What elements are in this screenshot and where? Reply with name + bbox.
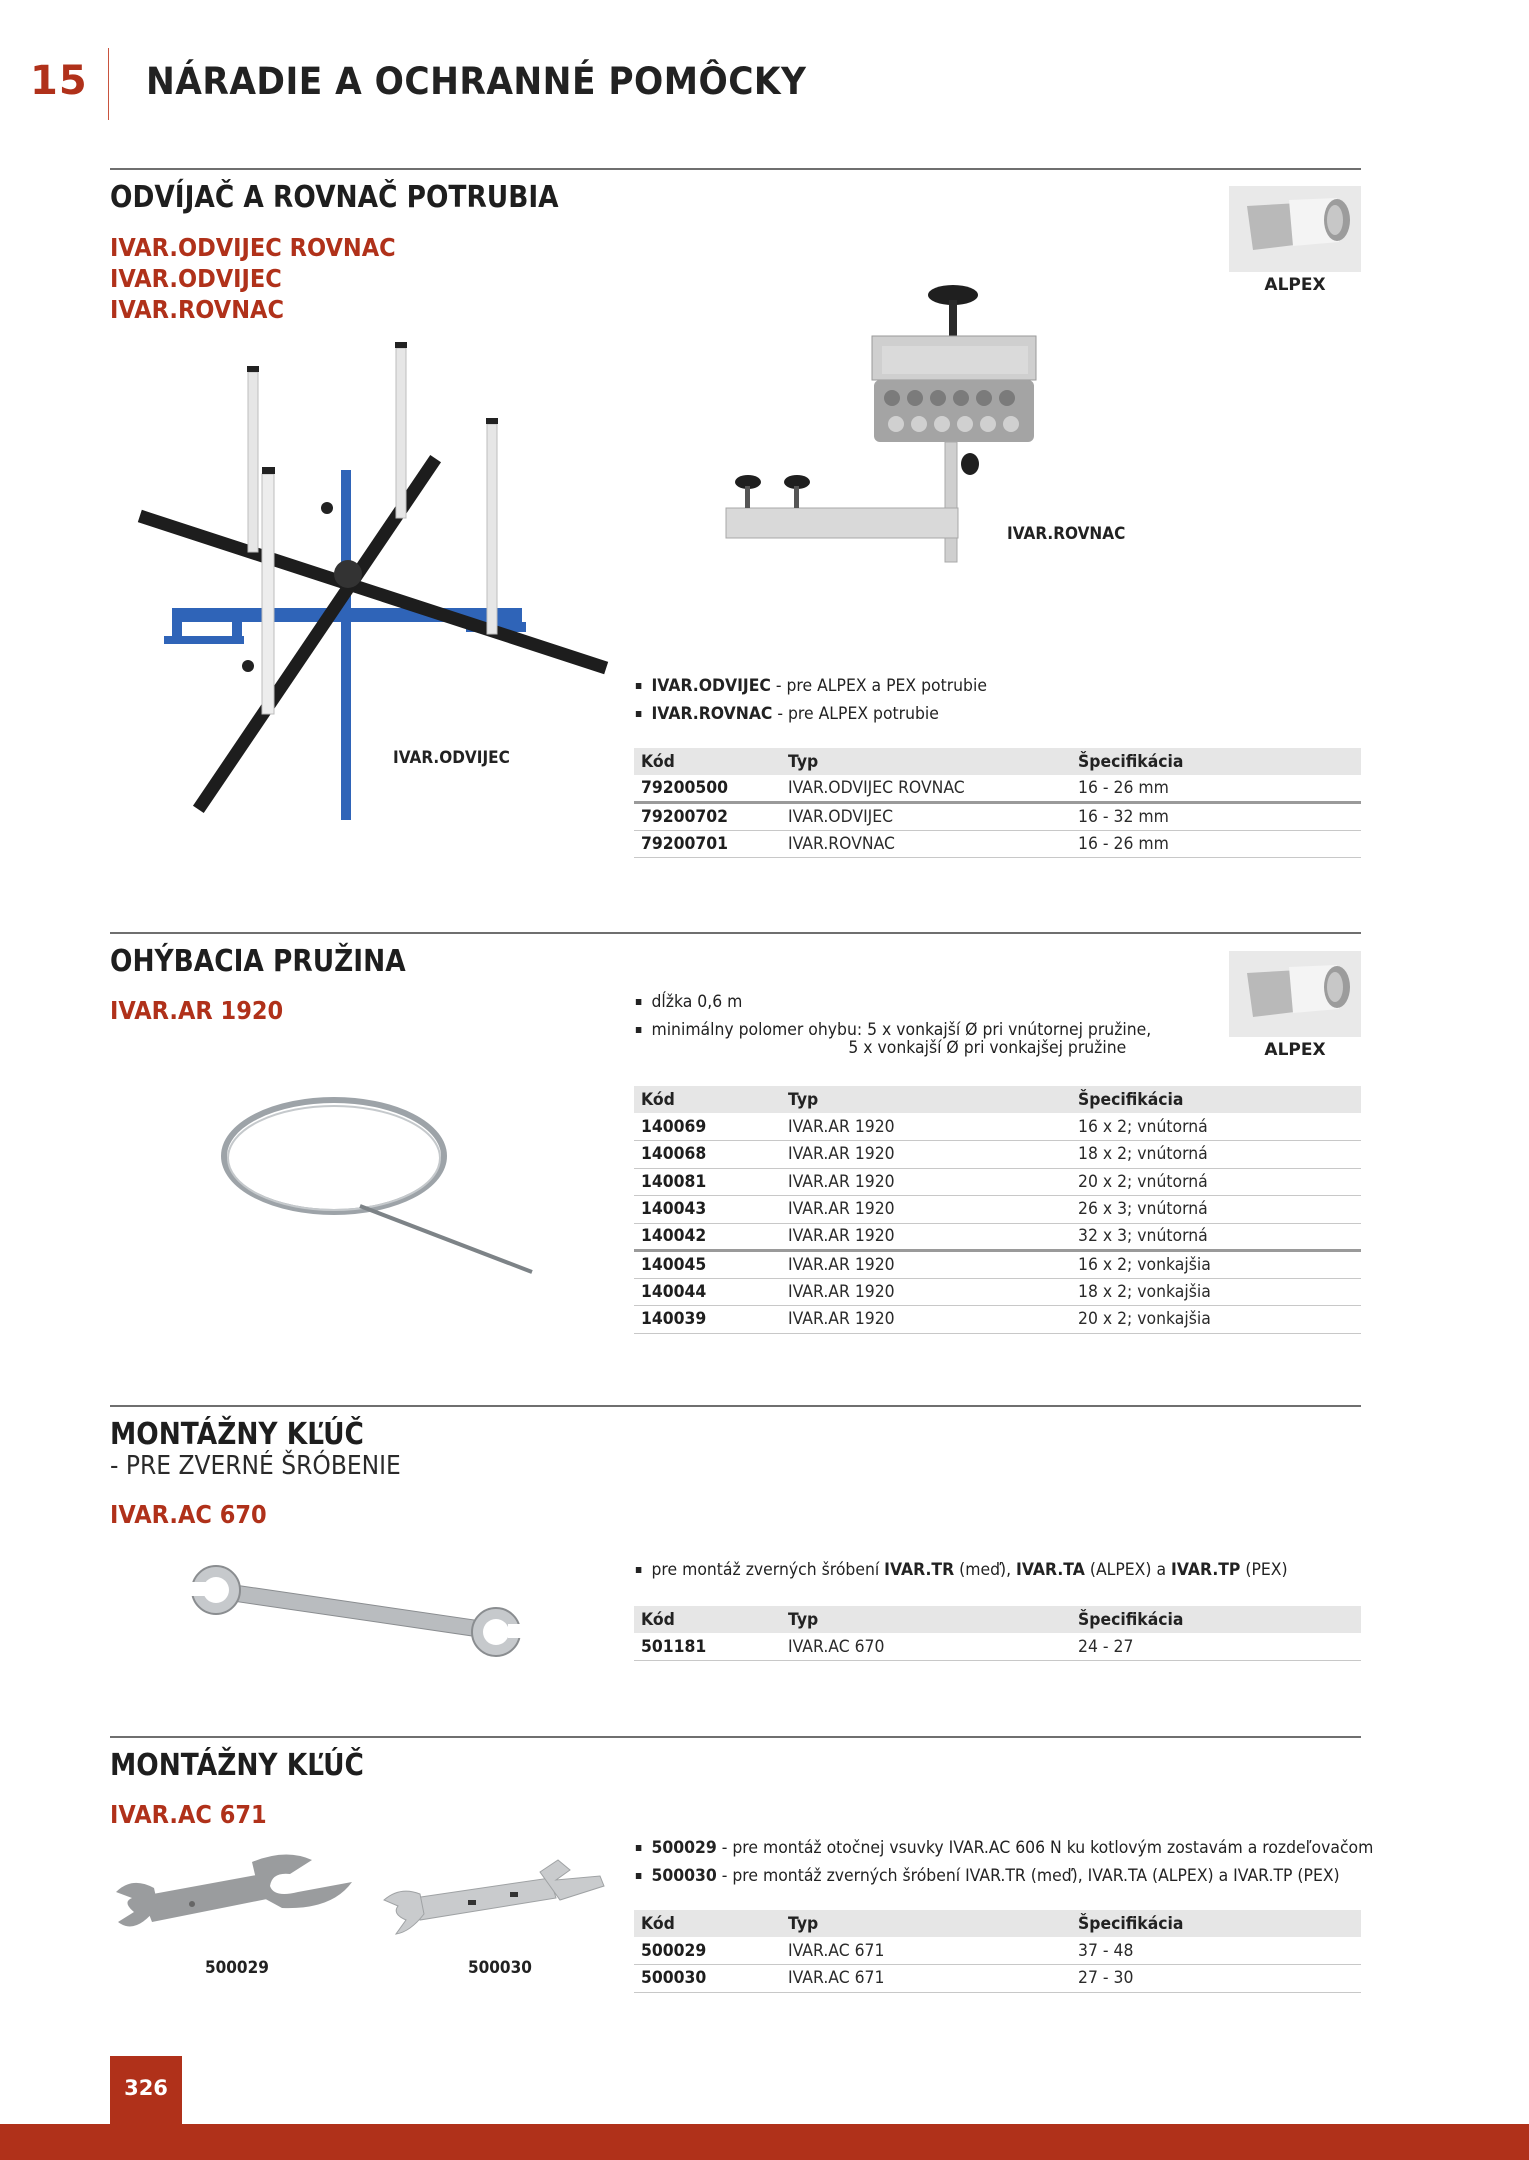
column-header-type: Typ <box>788 1913 819 1934</box>
section-divider <box>110 168 1361 170</box>
spec-table <box>634 1910 1361 1993</box>
pipe-straightener-image <box>720 280 1040 570</box>
feature-item: dĺžka 0,6 m <box>634 988 1151 1016</box>
table-header-row <box>634 1910 1361 1937</box>
feature-item: IVAR.ROVNAC - pre ALPEX potrubie <box>634 700 987 728</box>
chapter-divider <box>108 48 109 120</box>
feature-list <box>634 672 1018 728</box>
alpex-pipe-image <box>1229 186 1361 272</box>
table-row: 140044 IVAR.AR 1920 18 x 2; vonkajšia <box>634 1278 1361 1306</box>
footer-bar <box>0 2124 1529 2160</box>
feature-item: 500029 - pre montáž otočnej vsuvky IVAR.AC 606 N ku kotlovým zostavám a rozdeľovačom <box>634 1834 1373 1862</box>
table-row: 500029 IVAR.AC 671 37 - 48 <box>634 1937 1361 1965</box>
table-row: 140045 IVAR.AR 1920 16 x 2; vonkajšia <box>634 1251 1361 1279</box>
chapter-number: 15 <box>30 58 88 104</box>
table-row: 140043 IVAR.AR 1920 26 x 3; vnútorná <box>634 1196 1361 1224</box>
column-header-spec: Špecifikácia <box>1078 1609 1184 1630</box>
section-title: ODVÍJAČ A ROVNAČ POTRUBIA <box>110 180 559 215</box>
section-divider <box>110 1736 1361 1738</box>
section-title: MONTÁŽNY KĽÚČ <box>110 1417 364 1452</box>
column-header-spec: Špecifikácia <box>1078 1913 1184 1934</box>
product-code: IVAR.ROVNAC <box>110 295 284 324</box>
table-row: 140068 IVAR.AR 1920 18 x 2; vnútorná <box>634 1141 1361 1169</box>
image-label: 500030 <box>468 1958 532 1978</box>
table-row: 140081 IVAR.AR 1920 20 x 2; vnútorná <box>634 1168 1361 1196</box>
column-header-type: Typ <box>788 751 819 772</box>
product-code: IVAR.ODVIJEC <box>110 264 282 293</box>
feature-item: minimálny polomer ohybu: 5 x vonkajší Ø pri vnútornej pružine, 5 x vonkajší Ø pri vonkajšej pružine <box>634 1016 1151 1058</box>
open-wrench-500030-image <box>380 1856 610 1946</box>
column-header-code: Kód <box>641 1089 675 1110</box>
chapter-title: NÁRADIE A OCHRANNÉ POMÔCKY <box>146 60 807 103</box>
feature-item: IVAR.ODVIJEC - pre ALPEX a PEX potrubie <box>634 672 987 700</box>
table-row: 140042 IVAR.AR 1920 32 x 3; vnútorná <box>634 1223 1361 1251</box>
feature-item: pre montáž zverných šróbení IVAR.TR (meď), IVAR.TA (ALPEX) a IVAR.TP (PEX) <box>634 1556 1288 1584</box>
column-header-code: Kód <box>641 1609 675 1630</box>
section-title: MONTÁŽNY KĽÚČ <box>110 1748 364 1783</box>
table-row: 500030 IVAR.AC 671 27 - 30 <box>634 1965 1361 1993</box>
spec-table <box>634 1086 1361 1334</box>
image-label: 500029 <box>205 1958 269 1978</box>
alpex-label: ALPEX <box>1264 1040 1326 1060</box>
table-row: 79200701 IVAR.ROVNAC 16 - 26 mm <box>634 830 1361 858</box>
product-code: IVAR.AR 1920 <box>110 996 284 1025</box>
feature-list <box>634 1834 1438 1890</box>
product-code: IVAR.AC 670 <box>110 1500 267 1529</box>
column-header-type: Typ <box>788 1609 819 1630</box>
section-title: OHÝBACIA PRUŽINA <box>110 944 406 979</box>
bending-spring-image <box>210 1080 540 1290</box>
section-subtitle: - PRE ZVERNÉ ŠRÓBENIE <box>110 1451 401 1481</box>
pipe-uncoiler-image <box>130 336 610 826</box>
column-header-code: Kód <box>641 1913 675 1934</box>
table-row: 140039 IVAR.AR 1920 20 x 2; vonkajšia <box>634 1306 1361 1334</box>
column-header-type: Typ <box>788 1089 819 1110</box>
section-divider <box>110 932 1361 934</box>
column-header-spec: Špecifikácia <box>1078 1089 1184 1110</box>
table-row: 140069 IVAR.AR 1920 16 x 2; vnútorná <box>634 1113 1361 1141</box>
feature-list <box>634 1556 1344 1584</box>
alpex-pipe-image <box>1229 951 1361 1037</box>
column-header-spec: Špecifikácia <box>1078 751 1184 772</box>
table-row: 501181 IVAR.AC 670 24 - 27 <box>634 1633 1361 1661</box>
alpex-label: ALPEX <box>1264 275 1326 295</box>
table-row: 79200500 IVAR.ODVIJEC ROVNAC 16 - 26 mm <box>634 775 1361 803</box>
section-divider <box>110 1405 1361 1407</box>
spec-table <box>634 1606 1361 1661</box>
feature-list <box>634 988 1196 1058</box>
flare-wrench-image <box>188 1560 528 1660</box>
spec-table <box>634 748 1361 858</box>
image-label: IVAR.ODVIJEC <box>393 748 510 768</box>
table-header-row <box>634 1086 1361 1113</box>
feature-item: 500030 - pre montáž zverných šróbení IVAR.TR (meď), IVAR.TA (ALPEX) a IVAR.TP (PEX) <box>634 1862 1373 1890</box>
product-code: IVAR.AC 671 <box>110 1800 267 1829</box>
product-code: IVAR.ODVIJEC ROVNAC <box>110 233 396 262</box>
column-header-code: Kód <box>641 751 675 772</box>
table-row: 79200702 IVAR.ODVIJEC 16 - 32 mm <box>634 803 1361 831</box>
image-label: IVAR.ROVNAC <box>1007 524 1126 544</box>
open-wrench-500029-image <box>112 1852 357 1942</box>
page-number: 326 <box>110 2056 182 2126</box>
table-header-row <box>634 748 1361 775</box>
table-header-row <box>634 1606 1361 1633</box>
